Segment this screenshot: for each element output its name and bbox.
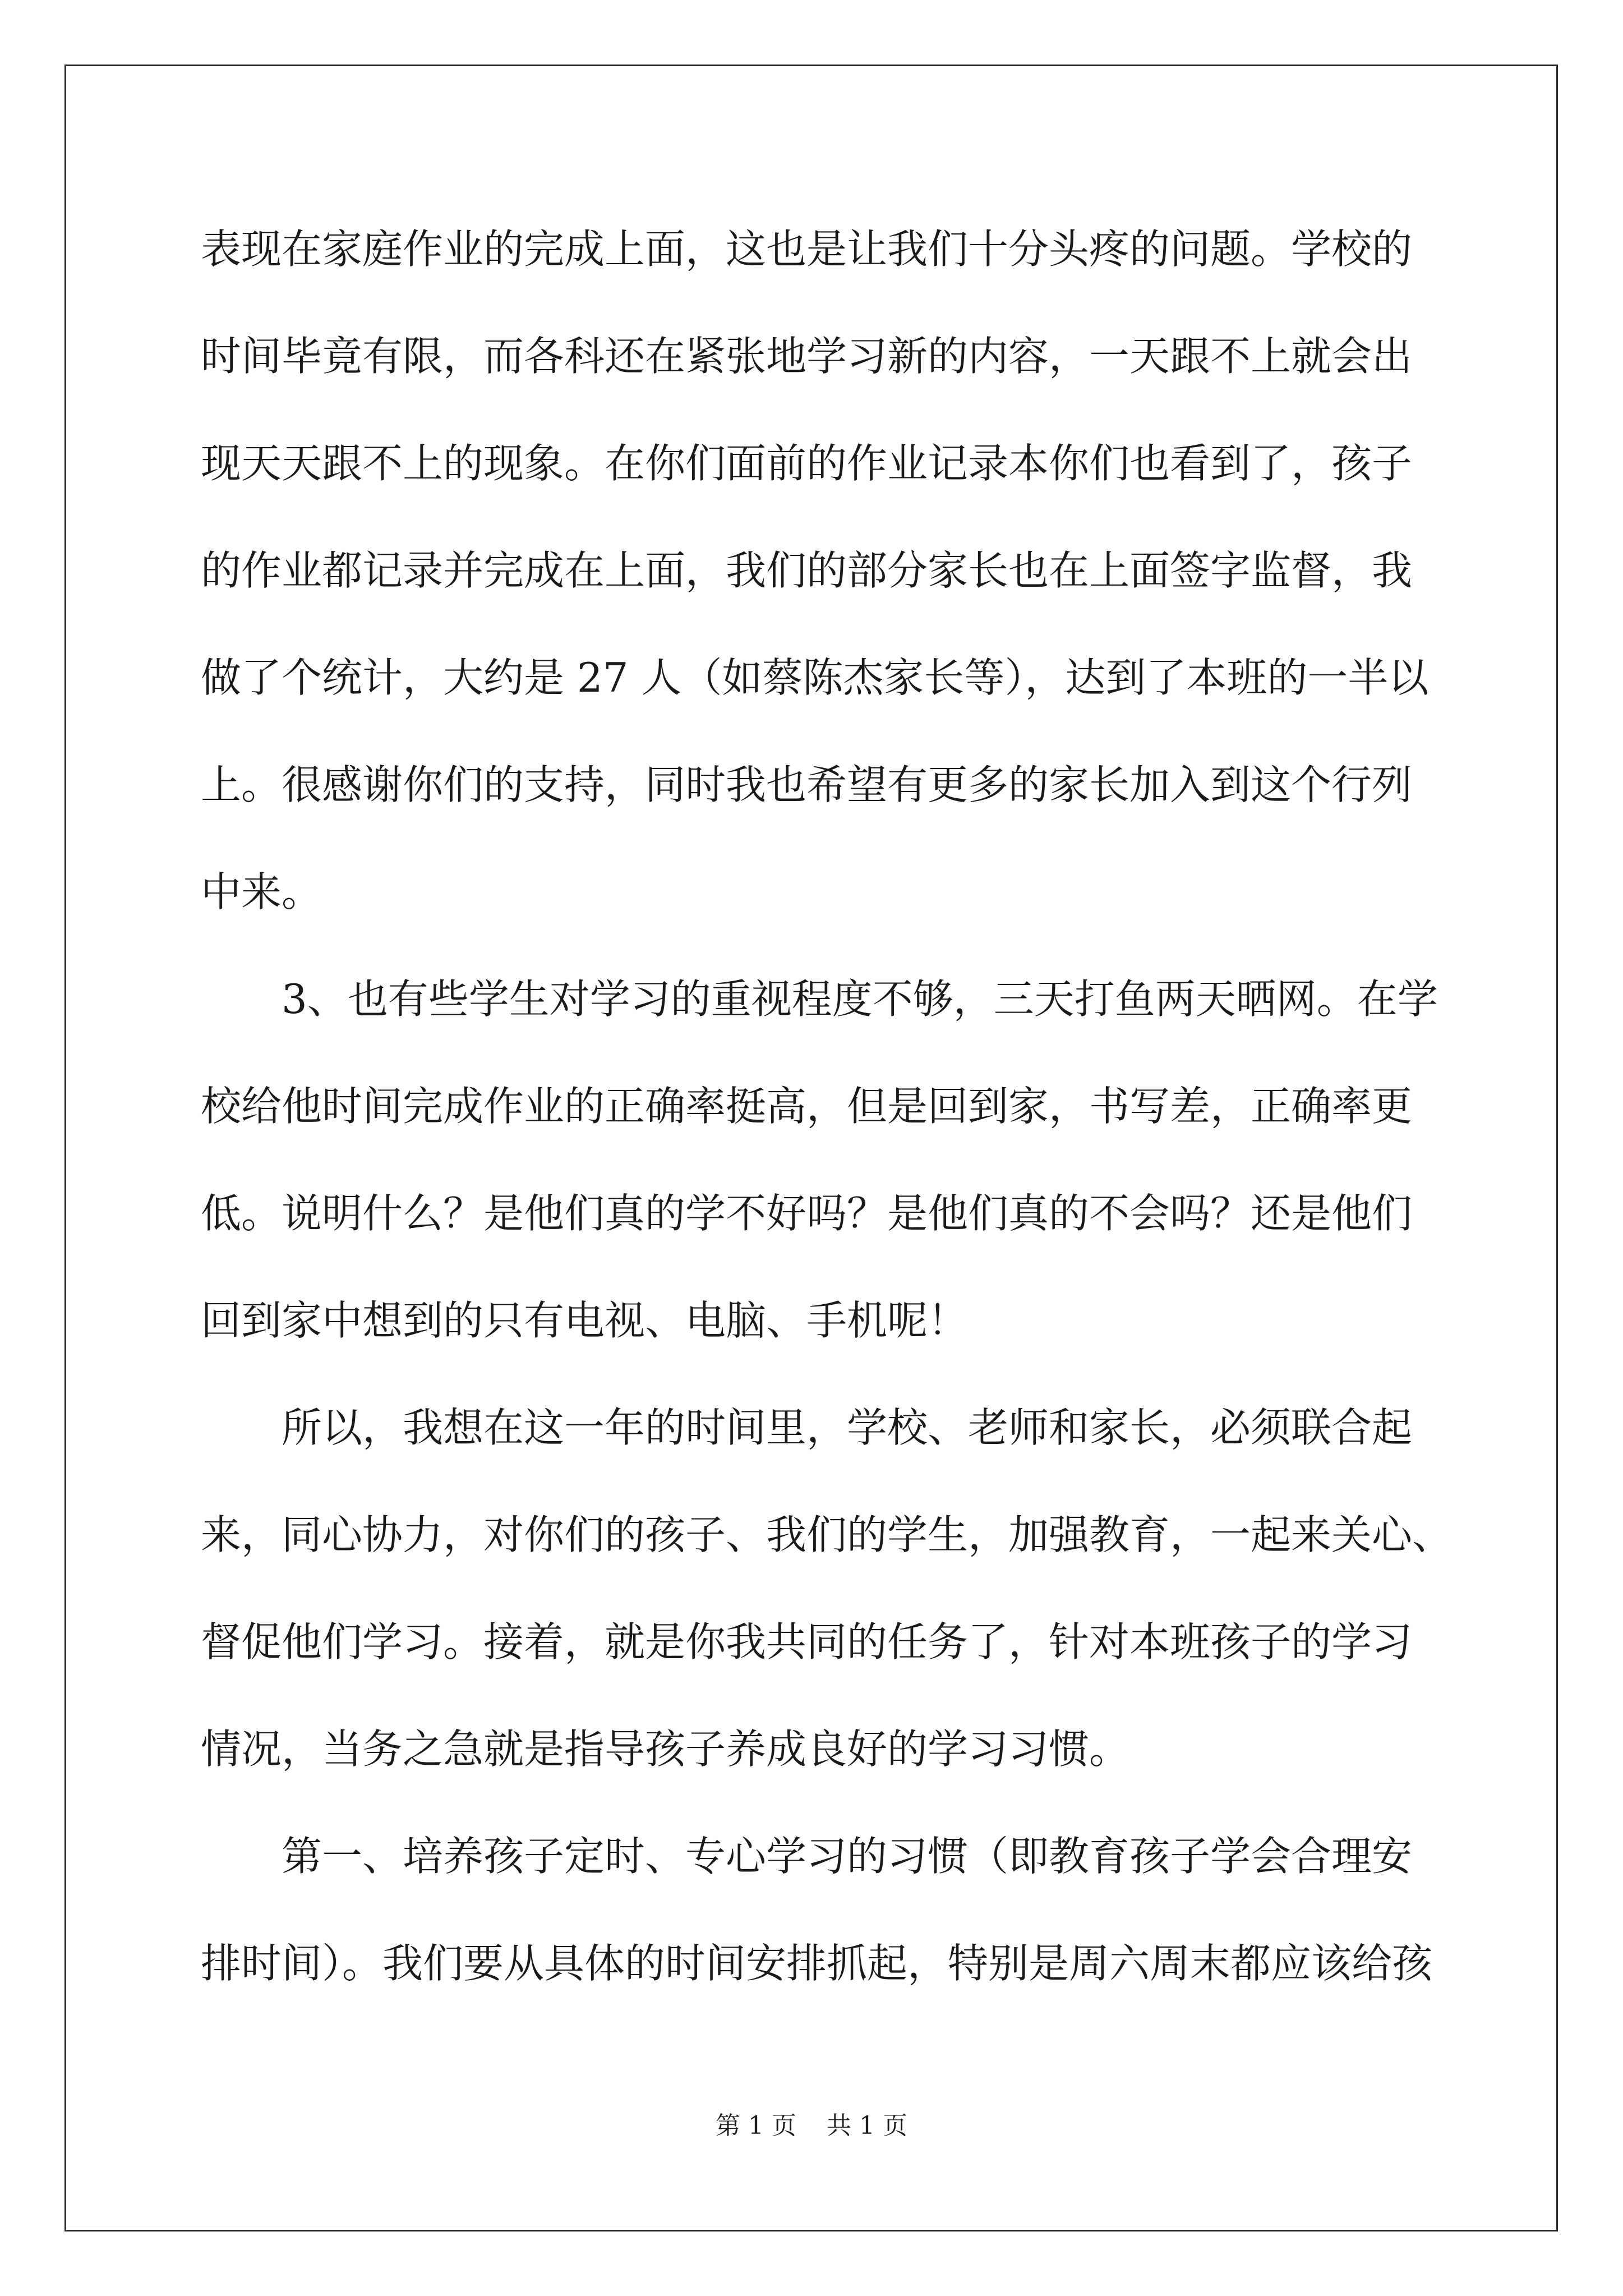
text-line: 的作业都记录并完成在上面，我们的部分家长也在上面签字监督，我 bbox=[201, 547, 1413, 594]
text-line: 来，同心协力，对你们的孩子、我们的学生，加强教育，一起来关心、 bbox=[201, 1511, 1453, 1558]
text-line: 情况，当务之急就是指导孩子养成良好的学习习惯。 bbox=[201, 1726, 1130, 1773]
paragraph-first-line: 第一、培养孩子定时、专心学习的习惯（即教育孩子学会合理安 bbox=[282, 1833, 1413, 1880]
page-total: 共 1 页 bbox=[827, 2111, 907, 2140]
text-line: 表现在家庭作业的完成上面，这也是让我们十分头疼的问题。学校的 bbox=[201, 226, 1413, 273]
text-line: 上。很感谢你们的支持，同时我也希望有更多的家长加入到这个行列 bbox=[201, 761, 1413, 808]
text-line: 做了个统计，大约是 27 人（如蔡陈杰家长等），达到了本班的一半以 bbox=[201, 654, 1429, 701]
page-footer bbox=[0, 2109, 1623, 2143]
text-line: 排时间）。我们要从具体的时间安排抓起，特别是周六周末都应该给孩 bbox=[201, 1940, 1433, 1987]
text-line: 时间毕竟有限，而各科还在紧张地学习新的内容，一天跟不上就会出 bbox=[201, 333, 1413, 380]
text-line: 回到家中想到的只有电视、电脑、手机呢！ bbox=[201, 1297, 969, 1344]
page-number: 第 1 页 bbox=[716, 2111, 796, 2140]
page-border bbox=[64, 65, 1558, 2231]
text-line: 低。说明什么？是他们真的学不好吗？是他们真的不会吗？还是他们 bbox=[201, 1190, 1413, 1237]
text-line: 中来。 bbox=[201, 868, 322, 915]
text-line: 校给他时间完成作业的正确率挺高，但是回到家，书写差，正确率更 bbox=[201, 1083, 1413, 1130]
text-line: 现天天跟不上的现象。在你们面前的作业记录本你们也看到了，孩子 bbox=[201, 440, 1413, 487]
paragraph-first-line: 所以，我想在这一年的时间里，学校、老师和家长，必须联合起 bbox=[282, 1404, 1413, 1451]
text-line: 督促他们学习。接着，就是你我共同的任务了，针对本班孩子的学习 bbox=[201, 1618, 1413, 1665]
paragraph-first-line: 3、也有些学生对学习的重视程度不够，三天打鱼两天晒网。在学 bbox=[282, 976, 1438, 1023]
